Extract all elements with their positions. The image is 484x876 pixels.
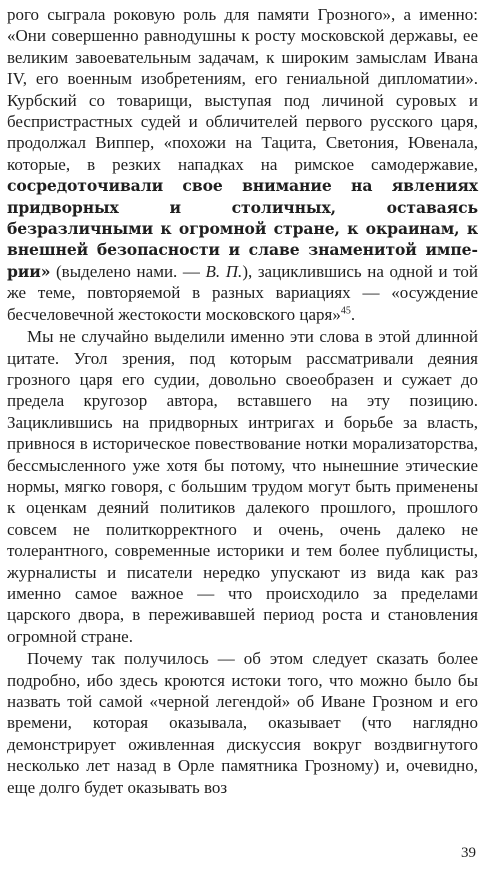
footnote-ref: 45 [340, 305, 351, 317]
author-initials: В. П. [205, 261, 243, 281]
paragraph-3 [7, 648, 478, 798]
paragraph-1 [7, 4, 478, 325]
text-segment: . [350, 304, 356, 324]
page-number: 39 [461, 845, 476, 861]
text-segment: Почему так получилось — об этом следует сказать более подробно, ибо здесь кроются истоки того, что можно было бы назвать той самой «черной легендой» об Иване Грозном и его времени, которая оказывала, оказывает (что наглядно демонстрирует оживленная дискуссия вокруг воздвигнутого несколько лет назад в Орле памятника Грозному) и, очевидно, еще долго будет оказывать воз [7, 649, 478, 797]
text-segment: Мы не случайно выделили именно эти слова в этой длинной цитате. Угол зрения, под которым рассматривали деяния грозного царя его судии, довольно своеобразен и сужает до предела кругозор автора, вставшего на эту позицию. Зациклившись на придворных интригах и борьбе за власть, привнося в историческое повествование нотки морализаторства, бессмысленного уже хотя бы потому, что нынешние этические нормы, мягко говоря, с большим трудом могут быть применены к оценкам деяний политиков далекого прошлого, прошлого совсем не политкорректного и очень, очень далеко не толерантного, современные историки и тем более публицисты, журналисты и писатели нередко упускают из вида как раз именно самое важное — что происходило за пределами царского двора, в переживавшей период роста и становления огромной стране. [7, 327, 478, 646]
text-body [7, 4, 478, 798]
paragraph-2 [7, 326, 478, 647]
text-segment: рого сыграла роковую роль для памяти Грозного», а именно: «Они совершенно равнодушны к росту московской державы, ее великим завоевательным задачам, к широким замыслам Ивана IV, его военным изобретениям, его гениальной дипломатии». Курбский со товарищи, выступая под личиной суровых и беспристрастных судей и обличителей первого русского царя, продолжал Виппер, «похожи на Тацита, Светония, Ювенала, которые, в резких нападках на римское самодержавие, [7, 5, 478, 174]
text-segment: (выделено нами. — [50, 261, 206, 281]
text-segment: ), зациклившись на одной и той же теме, повторяемой в разных вариациях — «осуждение бесчеловечной жестокости московского царя» [7, 261, 478, 324]
emphasized-quote: сосредоточивали свое внимание на явлениях придворных и столичных, оставаясь безразличными к огромной стране, к окраинам, к внешней безопасности и славе знаменитой империи» [7, 176, 478, 281]
